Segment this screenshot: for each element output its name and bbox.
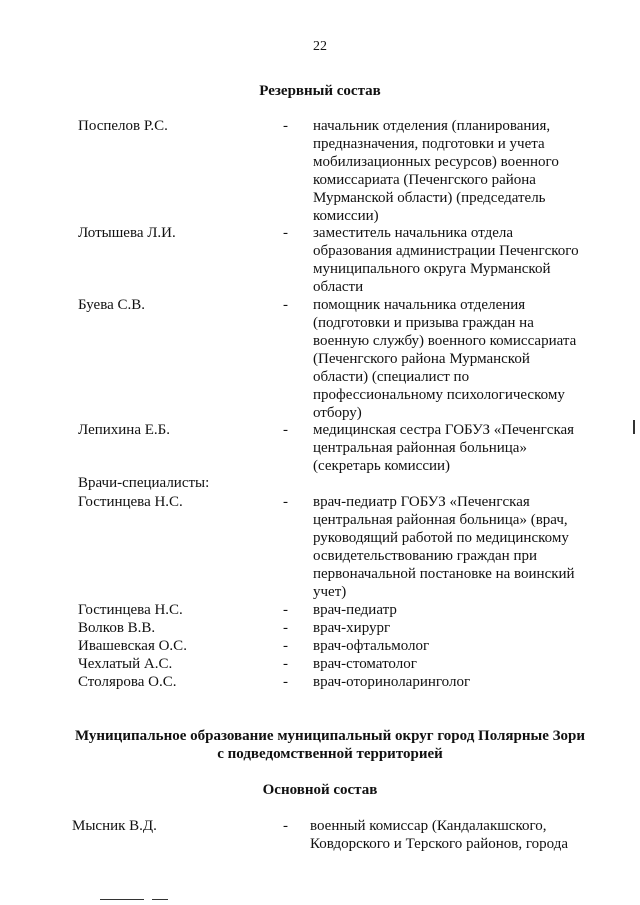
member-description — [313, 296, 603, 422]
description-line: руководящий работой по медицинскому — [313, 530, 569, 546]
doctor-name: Столярова О.С. — [78, 674, 177, 690]
description-line: врач-педиатр ГОБУЗ «Печенгская — [313, 494, 530, 510]
doctor-role: врач-офтальмолог — [313, 638, 430, 654]
description-line: области) (специалист по — [313, 369, 470, 385]
member-description — [313, 421, 603, 475]
dash: - — [283, 656, 288, 672]
dash: - — [283, 620, 288, 636]
description-line: заместитель начальника отдела — [313, 225, 513, 241]
description-line: военную службу) военного комиссариата — [313, 333, 577, 349]
dash: - — [283, 225, 288, 241]
member-name: Буева С.В. — [78, 297, 146, 313]
description-line: первоначальной постановке на воинский — [313, 566, 575, 582]
reserve-heading: Резервный состав — [259, 83, 381, 99]
description-line: комиссариата (Печенгского района — [313, 172, 536, 188]
doctors-label: Врачи-специалисты: — [78, 475, 210, 491]
member-name: Лотышева Л.И. — [78, 225, 176, 241]
municipality-title-line: Муниципальное образование муниципальный округ город Полярные Зори — [74, 728, 586, 744]
municipality-title — [60, 727, 600, 763]
description-line: (секретарь комиссии) — [313, 458, 451, 474]
doctor-role: врач-хирург — [313, 620, 391, 636]
description-line: начальник отделения (планирования, — [313, 118, 551, 134]
dash: - — [283, 674, 288, 690]
doctor-role: врач-стоматолог — [313, 656, 417, 672]
doctor-role: врач-педиатр — [313, 602, 397, 618]
footer-rule — [152, 899, 168, 900]
doctor-name: Чехлатый А.С. — [78, 656, 173, 672]
description-line: (Печенгского района Мурманской — [313, 351, 530, 367]
dash: - — [283, 422, 288, 438]
description-line: Мурманской области) (председатель — [313, 190, 546, 206]
dash: - — [283, 638, 288, 654]
member-name: Гостинцева Н.С. — [78, 494, 183, 510]
member-description — [313, 493, 603, 601]
description-line: Ковдорского и Терского районов, города — [310, 836, 568, 852]
description-line: мобилизационных ресурсов) военного — [313, 154, 559, 170]
description-line: области — [313, 279, 364, 295]
dash: - — [283, 602, 288, 618]
member-description — [310, 817, 600, 853]
municipality-title-line: с подведомственной территорией — [217, 746, 443, 762]
doctor-name: Гостинцева Н.С. — [78, 602, 183, 618]
main-composition-heading: Основной состав — [262, 782, 378, 798]
scan-edge-mark — [633, 420, 635, 434]
page-number: 22 — [313, 39, 327, 54]
member-description — [313, 224, 603, 296]
doctor-name: Волков В.В. — [78, 620, 156, 636]
member-description — [313, 117, 603, 225]
description-line: профессиональному психологическому — [313, 387, 565, 403]
description-line: военный комиссар (Кандалакшского, — [310, 818, 547, 834]
member-name: Мысник В.Д. — [72, 818, 157, 834]
member-name: Лепихина Е.Б. — [78, 422, 171, 438]
description-line: помощник начальника отделения — [313, 297, 526, 313]
description-line: предназначения, подготовки и учета — [313, 136, 545, 152]
dash: - — [283, 297, 288, 313]
member-name: Поспелов Р.С. — [78, 118, 168, 134]
description-line: учет) — [313, 584, 347, 600]
dash: - — [283, 494, 288, 510]
description-line: муниципального округа Мурманской — [313, 261, 551, 277]
description-line: комиссии) — [313, 208, 379, 224]
description-line: медицинская сестра ГОБУЗ «Печенгская — [313, 422, 575, 438]
description-line: отбору) — [313, 405, 362, 421]
description-line: центральная районная больница» — [313, 440, 527, 456]
description-line: образования администрации Печенгского — [313, 243, 579, 259]
doctor-role: врач-оториноларинголог — [313, 674, 471, 690]
dash: - — [283, 118, 288, 134]
dash: - — [283, 818, 288, 834]
footer-rule — [100, 899, 144, 900]
description-line: освидетельствованию граждан при — [313, 548, 538, 564]
doctor-name: Ивашевская О.С. — [78, 638, 187, 654]
description-line: (подготовки и призыва граждан на — [313, 315, 534, 331]
description-line: центральная районная больница» (врач, — [313, 512, 568, 528]
